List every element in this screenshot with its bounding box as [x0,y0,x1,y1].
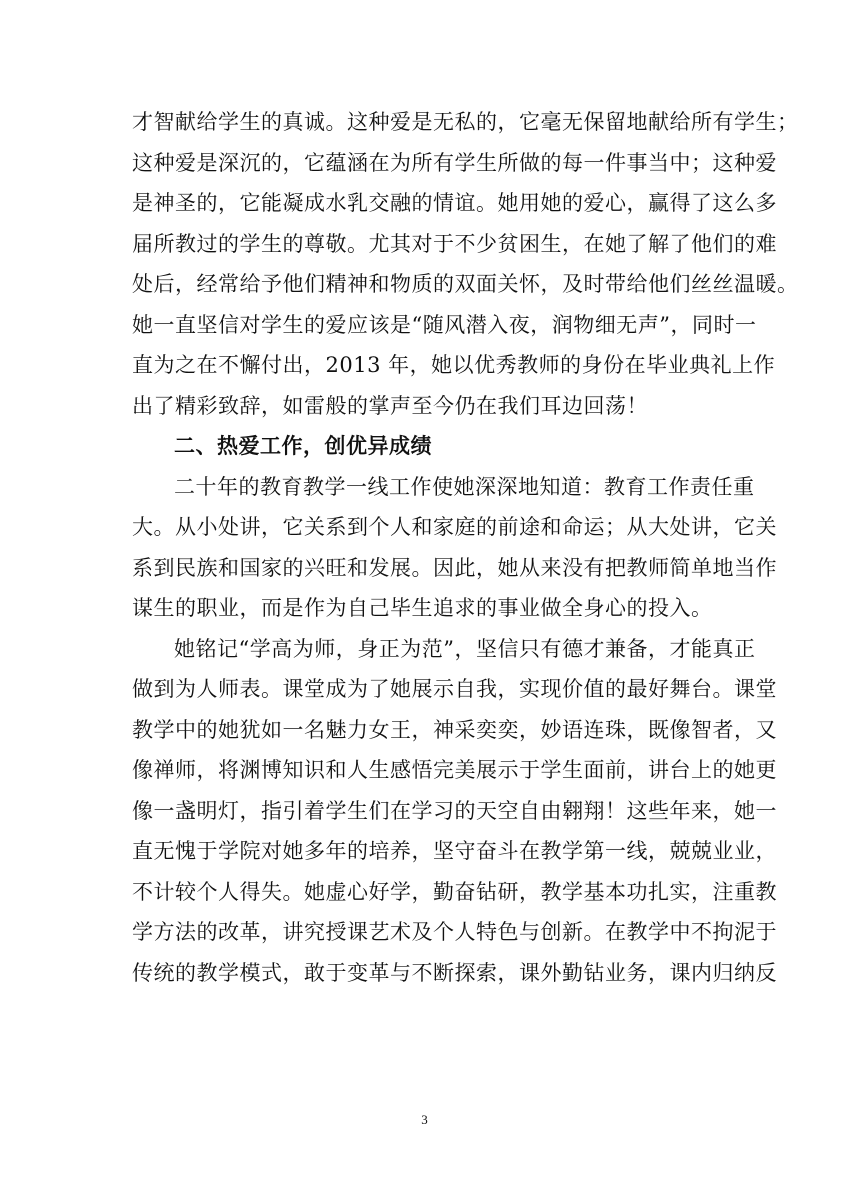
text-line: 这种爱是深沉的，它蕴涵在为所有学生所做的每一件事当中；这种爱 [132,150,777,175]
text-line: 系到民族和国家的兴旺和发展。因此，她从来没有把教师简单地当作 [132,555,777,580]
text-line: 届所教过的学生的尊敬。尤其对于不少贫困生，在她了解了他们的难 [132,231,777,256]
text-line: 传统的教学模式，敢于变革与不断探索，课外勤钻业务，课内归纳反 [132,960,777,985]
text-line: 是神圣的，它能凝成水乳交融的情谊。她用她的爱心，赢得了这么多 [132,191,777,215]
text-line: 谋生的职业，而是作为自己毕生追求的事业做全身心的投入。 [132,596,713,620]
text-line: 不计较个人得失。她虚心好学，勤奋钻研，教学基本功扎实，注重教 [132,879,777,904]
text-line: 出了精彩致辞，如雷般的掌声至今仍在我们耳边回荡！ [132,393,648,418]
text-line: 才智献给学生的真诚。这种爱是无私的，它毫无保留地献给所有学生； [132,110,799,134]
text-line: 大。从小处讲，它关系到个人和家庭的前途和命运；从大处讲，它关 [132,515,777,539]
text-line: 直为之在不懈付出，2013 年，她以优秀教师的身份在毕业典礼上作 [132,353,776,377]
text-line: 她铭记“学高为师，身正为范”，坚信只有德才兼备，才能真正 [174,636,756,661]
text-line: 像禅师，将渊博知识和人生感悟完美展示于学生面前，讲台上的她更 [132,758,777,782]
text-line: 做到为人师表。课堂成为了她展示自我，实现价值的最好舞台。课堂 [132,677,777,701]
text-line: 她一直坚信对学生的爱应该是“随风潜入夜，润物细无声”，同时一 [132,312,757,337]
text-line: 学方法的改革，讲究授课艺术及个人特色与创新。在教学中不拘泥于 [132,920,777,944]
text-line: 像一盏明灯，指引着学生们在学习的天空自由翱翔！这些年来，她一 [132,798,777,823]
text-line: 处后，经常给予他们精神和物质的双面关怀，及时带给他们丝丝温暖。 [132,272,799,296]
section-heading: 二、热爱工作，创优异成绩 [174,433,432,458]
body-text [132,102,799,993]
text-line: 直无愧于学院对她多年的培养，坚守奋斗在教学第一线，兢兢业业， [132,839,777,863]
text-line: 教学中的她犹如一名魅力女王，神采奕奕，妙语连珠，既像智者，又 [132,717,777,742]
page-number: 3 [421,1112,428,1127]
text-line: 二十年的教育教学一线工作使她深深地知道：教育工作责任重 [174,474,755,499]
